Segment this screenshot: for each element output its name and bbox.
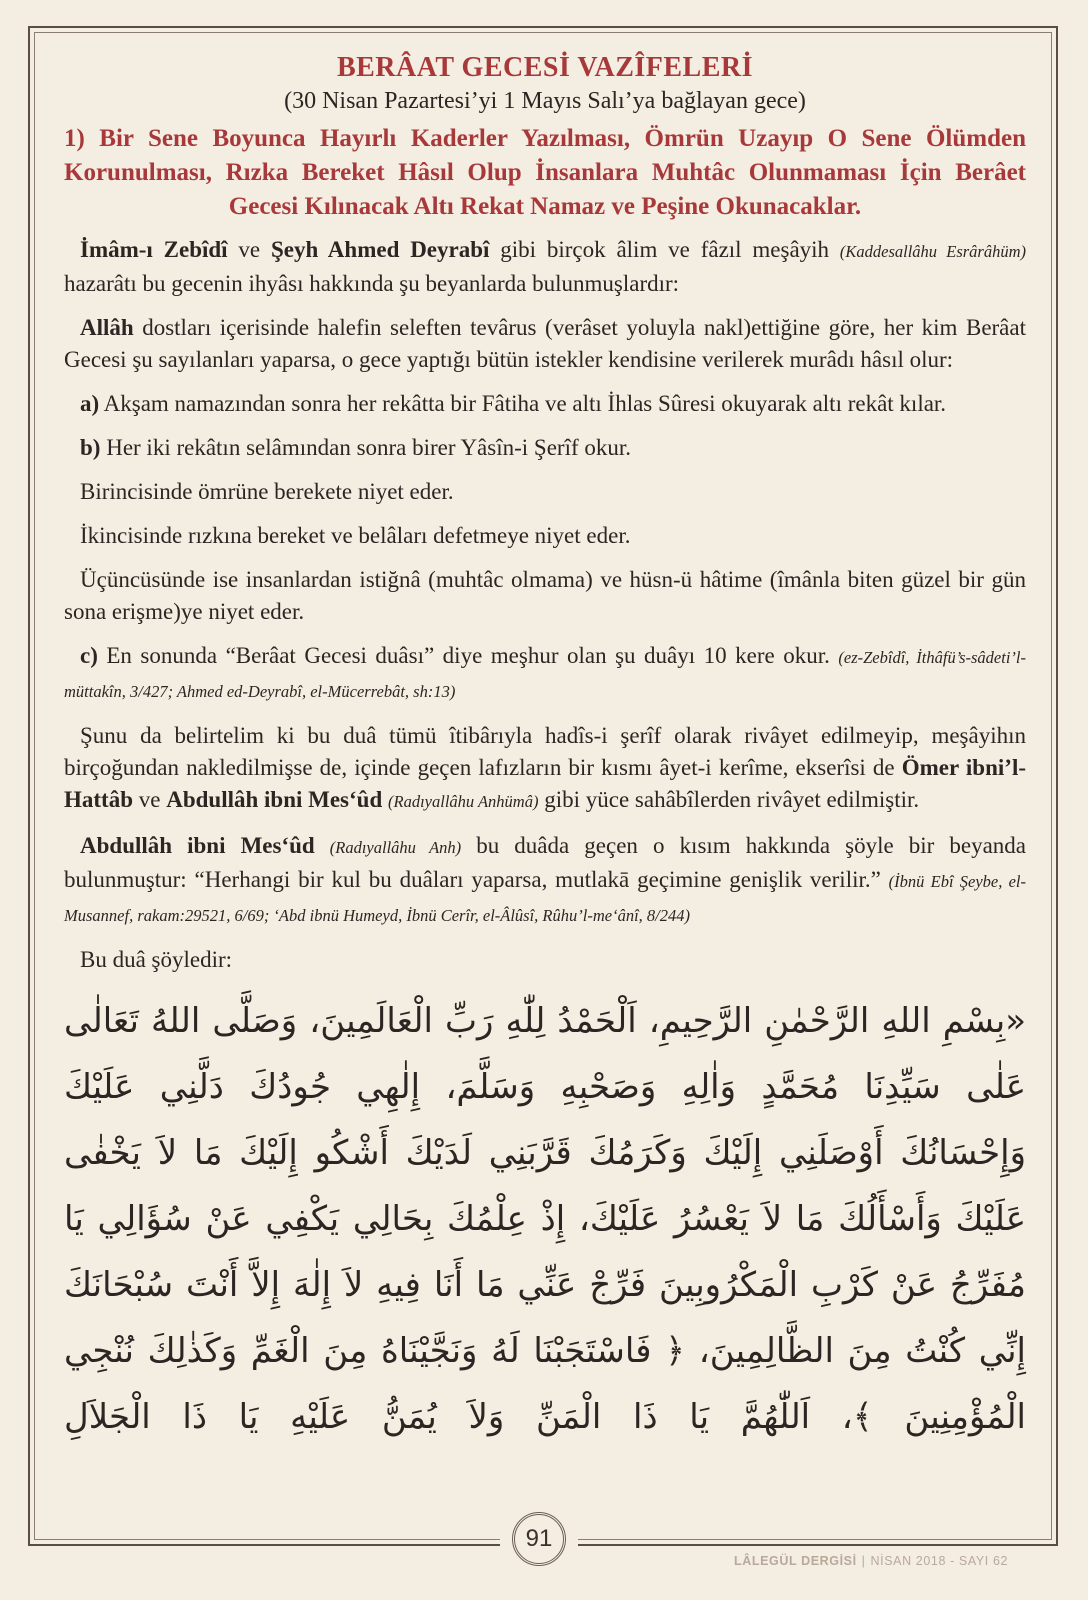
item-b: b) Her iki rekâtın selâmından sonra birer Yâsîn-i Şerîf okur. — [80, 435, 632, 460]
article-title: BERÂAT GECESİ VAZÎFELERİ — [336, 52, 754, 83]
paragraph-note: Şunu da belirtelim ki bu duâ tümü îtibârıyla hadîs-i şerîf olarak rivâyet edilmeyip, meşâyihın birçoğundan nakledilmişse de, içinde geçen lafızların bir kısmı âyet-i kerîme, ekserîsi de Ömer ibni’l-Hattâb ve Abdullâh ibni Mes‘ûd (Radıyallâhu Anhümâ) gibi yüce sahâbîlerden rivâyet edilmiştir. — [64, 723, 1026, 812]
item-a: a) Akşam namazından sonra her rekâtta bir Fâtiha ve altı İhlas Sûresi okuyarak altı rekât kılar. — [80, 391, 947, 416]
name-abdullah: Abdullâh ibni Mes‘ûd — [80, 833, 315, 858]
section-heading: 1) Bir Sene Boyunca Hayırlı Kaderler Yazılması, Ömrün Uzayıp O Sene Ölümden Korunulması, Rızka Bereket Hâsıl Olup İnsanlara Muhtâc Olunmaması İçin Berâet Gecesi Kılınacak Altı Rekat Namaz ve Peşine Okunacaklar. — [64, 125, 1026, 220]
allah-bold: Allâh — [80, 315, 134, 340]
dua-intro: Bu duâ şöyledir: — [80, 947, 233, 972]
intention-third: Üçüncüsünde ise insanlardan istiğnâ (muhtâc olmama) ve hüsn-ü hâtime (îmânla biten güzel bir gün sona erişme)ye niyet eder. — [64, 567, 1026, 624]
paragraph-intro: İmâm-ı Zebîdî ve Şeyh Ahmed Deyrabî gibi birçok âlim ve fâzıl meşâyih (Kaddesallâhu Esrârâhüm) hazarâtı bu gecenin ihyâsı hakkında şu beyanlarda bulunmuşlardır: — [64, 237, 1026, 296]
honorific: (Kaddesallâhu Esrârâhüm) — [839, 242, 1026, 261]
name-omer: Ömer ibni’l-Hattâb — [64, 755, 1026, 812]
citation: (İbnü Ebî Şeybe, el-Musannef, rakam:29521, 6/69; ‘Abd ibnü Humeyd, İbnü Cerîr, el-Âlûsî, Rûhu’l-me‘ânî, 8/244) — [64, 872, 1026, 925]
intention-first: Birincisinde ömrüne berekete niyet eder. — [80, 479, 454, 504]
article — [64, 50, 1026, 1450]
name-zebidi: İmâm-ı Zebîdî — [80, 237, 228, 262]
item-c-label: c) — [80, 643, 98, 668]
item-b-label: b) — [80, 435, 101, 460]
name-deyrabi: Şeyh Ahmed Deyrabî — [270, 237, 490, 262]
article-subtitle: (30 Nisan Pazartesi’yi 1 Mayıs Salı’ya bağlayan gece) — [284, 88, 806, 114]
footer-separator: | — [861, 1554, 866, 1568]
name-abdullah: Abdullâh ibni Mes‘ûd — [166, 787, 383, 812]
intention-second: İkincisinde rızkına bereket ve belâları defetmeye niyet eder. — [80, 523, 631, 548]
honorific: (Radıyallâhu Anhümâ) — [388, 792, 539, 811]
magazine-name: LÂLEGÜL DERGİSİ — [734, 1554, 857, 1568]
footer — [734, 1554, 1034, 1568]
issue-info: NİSAN 2018 - SAYI 62 — [870, 1554, 1009, 1568]
citation: (ez-Zebîdî, İthâfü’s-sâdeti’l-müttakîn, 3/427; Ahmed ed-Deyrabî, el-Mücerrebât, sh:13) — [64, 648, 1026, 701]
page-number: 91 — [512, 1512, 566, 1566]
paragraph-ibn-masud: Abdullâh ibni Mes‘ûd (Radıyallâhu Anh) bu duâda geçen o kısım hakkında şöyle bir beyanda bulunmuştur: “Herhangi bir kul bu duâları yaparsa, mutlakā geçimine genişlik verilir.” (İbnü Ebî Şeybe, el-Musannef, rakam:29521, 6/69; ‘Abd ibnü Humeyd, İbnü Cerîr, el-Âlûsî, Rûhu’l-me‘ânî, 8/244) — [64, 833, 1026, 925]
page-number-badge — [500, 1508, 578, 1570]
arabic-dua-text: «بِسْمِ اللهِ الرَّحْمٰنِ الرَّحِيمِ، اَلْحَمْدُ لِلّٰهِ رَبِّ الْعَالَمِينَ، وَصَلَّى اللهُ تَعَالٰى عَلٰى سَيِّدِنَا مُحَمَّدٍ وَاٰلِهِ وَصَحْبِهِ وَسَلَّمَ، إِلٰهِي جُودُكَ دَلَّنِي عَلَيْكَ وَإِحْسَانُكَ أَوْصَلَنِي إِلَيْكَ وَكَرَمُكَ قَرَّبَنِي لَدَيْكَ أَشْكُو إِلَيْكَ مَا لاَ يَخْفٰى عَلَيْكَ وَأَسْأَلُكَ مَا لاَ يَعْسُرُ عَلَيْكَ، إِذْ عِلْمُكَ بِحَالِي يَكْفِي عَنْ سُؤَالِي يَا مُفَرِّجُ عَنْ كَرْبِ الْمَكْرُوبِينَ فَرِّجْ عَنِّي مَا أَنَا فِيهِ لاَ إِلٰهَ إِلاَّ أَنْتَ سُبْحَانَكَ إِنِّي كُنْتُ مِنَ الظَّالِمِينَ، ﴿ فَاسْتَجَبْنَا لَهُ وَنَجَّيْنَاهُ مِنَ الْغَمِّ وَكَذٰلِكَ نُنْجِي الْمُؤْمِنِينَ ﴾، اَللّٰهُمَّ يَا ذَا الْمَنِّ وَلاَ يُمَنُّ عَلَيْهِ يَا ذَا الْجَلاَلِ — [64, 1001, 1026, 1437]
item-a-label: a) — [80, 391, 100, 416]
honorific: (Radıyallâhu Anh) — [329, 838, 462, 857]
paragraph-allah: Allâh dostları içerisinde halefin seleften tevârus (verâset yoluyla nakl)ettiğine göre, her kim Berâat Gecesi şu sayılanları yaparsa, o gece yaptığı bütün istekler kendisine verilerek murâdı hâsıl olur: — [64, 315, 1026, 372]
item-c: c) En sonunda “Berâat Gecesi duâsı” diye meşhur olan şu duâyı 10 kere okur. (ez-Zebîdî, İthâfü’s-sâdeti’l-müttakîn, 3/427; Ahmed ed-Deyrabî, el-Mücerrebât, sh:13) — [64, 643, 1026, 701]
